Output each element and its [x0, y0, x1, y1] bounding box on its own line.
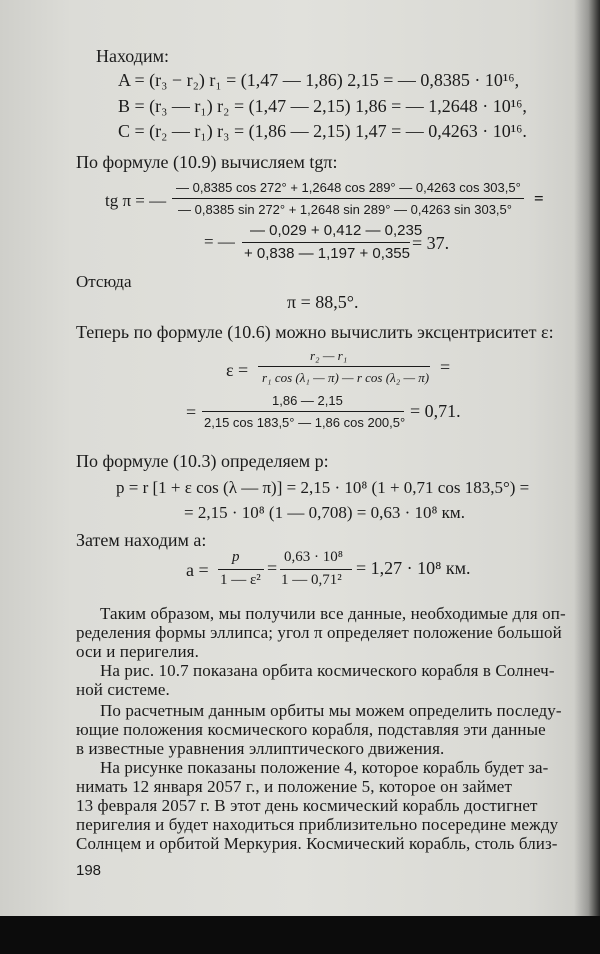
paragraph-2-line-2: ной системе.	[76, 680, 170, 699]
text-by-formula-10-9: По формуле (10.9) вычисляем tgπ:	[76, 152, 338, 172]
text-then-find-a: Затем находим a:	[76, 530, 207, 550]
paragraph-1-line-3: оси и перигелия.	[76, 642, 199, 661]
epsilon-equals-1: =	[440, 357, 451, 377]
paragraph-2-line-1: На рис. 10.7 показана орбита космического корабля в Солнеч-	[100, 661, 555, 680]
epsilon-lhs: ε =	[226, 360, 249, 380]
tg-denominator-2: + 0,838 — 1,197 + 0,355	[244, 245, 410, 262]
fraction-bar-tg-1	[172, 198, 524, 199]
paragraph-4-line-1: На рисунке показаны положение 4, которое корабль будет за-	[100, 758, 549, 777]
tg-numerator-1: — 0,8385 cos 272° + 1,2648 cos 289° — 0,4263 cos 303,5°	[176, 180, 521, 195]
fraction-bar-epsilon-2	[202, 411, 404, 412]
a-denominator-1: 1 — ε²	[220, 572, 261, 588]
tg-pi-lhs-2: = —	[204, 232, 235, 251]
a-numerator-2: 0,63 · 10⁸	[284, 549, 343, 565]
fraction-bar-tg-2	[242, 242, 410, 243]
p-equation-line-1: p = r [1 + ε cos (λ — π)] = 2,15 · 10⁸ (1 + 0,71 cos 183,5°) =	[116, 478, 530, 497]
a-denominator-2: 1 — 0,71²	[281, 572, 342, 588]
paragraph-1-line-2: ределения формы эллипса; угол π определяет положение большой	[76, 623, 562, 642]
paragraph-4-line-5: Солнцем и орбитой Меркурия. Космический корабль, столь близ-	[76, 834, 558, 853]
tg-equals-1: =	[534, 189, 544, 208]
paragraph-3-line-1: По расчетным данным орбиты мы можем определить последу-	[100, 701, 562, 720]
page-edge-shadow	[574, 0, 600, 954]
paragraph-1-line-1: Таким образом, мы получили все данные, необходимые для оп-	[100, 604, 566, 623]
a-numerator-1: p	[232, 549, 240, 565]
equation-B: B = (r₃ — r₁) r₂ = (1,47 — 2,15) 1,86 = — 1,2648 · 10¹⁶,	[118, 96, 527, 116]
paragraph-3-line-2: ющие положения космического корабля, подставляя эти данные	[76, 720, 546, 739]
fraction-bar-a-2	[280, 569, 352, 570]
epsilon-denominator-2: 2,15 cos 183,5° — 1,86 cos 200,5°	[204, 415, 406, 430]
p-equation-line-2: = 2,15 · 10⁸ (1 — 0,708) = 0,63 · 10⁸ км.	[184, 503, 465, 522]
equation-A: A = (r₃ − r₂) r₁ = (1,47 — 1,86) 2,15 = — 0,8385 · 10¹⁶,	[118, 70, 520, 90]
equation-C: C = (r₂ — r₁) r₃ = (1,86 — 2,15) 1,47 = — 0,4263 · 10¹⁶.	[118, 121, 527, 141]
page-number: 198	[76, 862, 102, 879]
a-lhs: a =	[186, 560, 209, 580]
a-result: = 1,27 · 10⁸ км.	[356, 558, 471, 578]
fraction-bar-epsilon-1	[258, 366, 430, 367]
paragraph-4-line-2: нимать 12 января 2057 г., и положение 5, которое он займет	[76, 777, 512, 796]
epsilon-numerator-1: r₂ — r₁	[310, 348, 348, 363]
pi-value: π = 88,5°.	[287, 292, 359, 312]
epsilon-result: = 0,71.	[410, 401, 461, 421]
paragraph-3-line-3: в известные уравнения эллиптического движения.	[76, 739, 445, 758]
text-otsyuda: Отсюда	[76, 272, 132, 291]
a-equals: =	[267, 558, 278, 578]
epsilon-lhs-2: =	[186, 402, 197, 422]
scan-bottom-band	[0, 916, 600, 954]
text-by-formula-10-3: По формуле (10.3) определяем p:	[76, 451, 329, 471]
fraction-bar-a-1	[218, 569, 264, 570]
epsilon-denominator-1: r₁ cos (λ₁ — π) — r cos (λ₂ — π)	[262, 370, 430, 385]
epsilon-numerator-2: 1,86 — 2,15	[272, 393, 343, 408]
paragraph-4-line-3: 13 февраля 2057 г. В этот день космический корабль достигнет	[76, 796, 538, 815]
tg-denominator-1: — 0,8385 sin 272° + 1,2648 sin 289° — 0,4263 sin 303,5°	[178, 202, 512, 217]
text-by-formula-10-6: Теперь по формуле (10.6) можно вычислить эксцентриситет ε:	[76, 322, 554, 342]
tg-pi-lhs: tg π = —	[105, 191, 167, 210]
tg-numerator-2: — 0,029 + 0,412 — 0,235	[250, 222, 423, 239]
tg-result: = 37.	[412, 233, 450, 253]
heading-nakhodim: Находим:	[96, 46, 169, 66]
paragraph-4-line-4: перигелия и будет находиться приблизительно посередине между	[76, 815, 559, 834]
